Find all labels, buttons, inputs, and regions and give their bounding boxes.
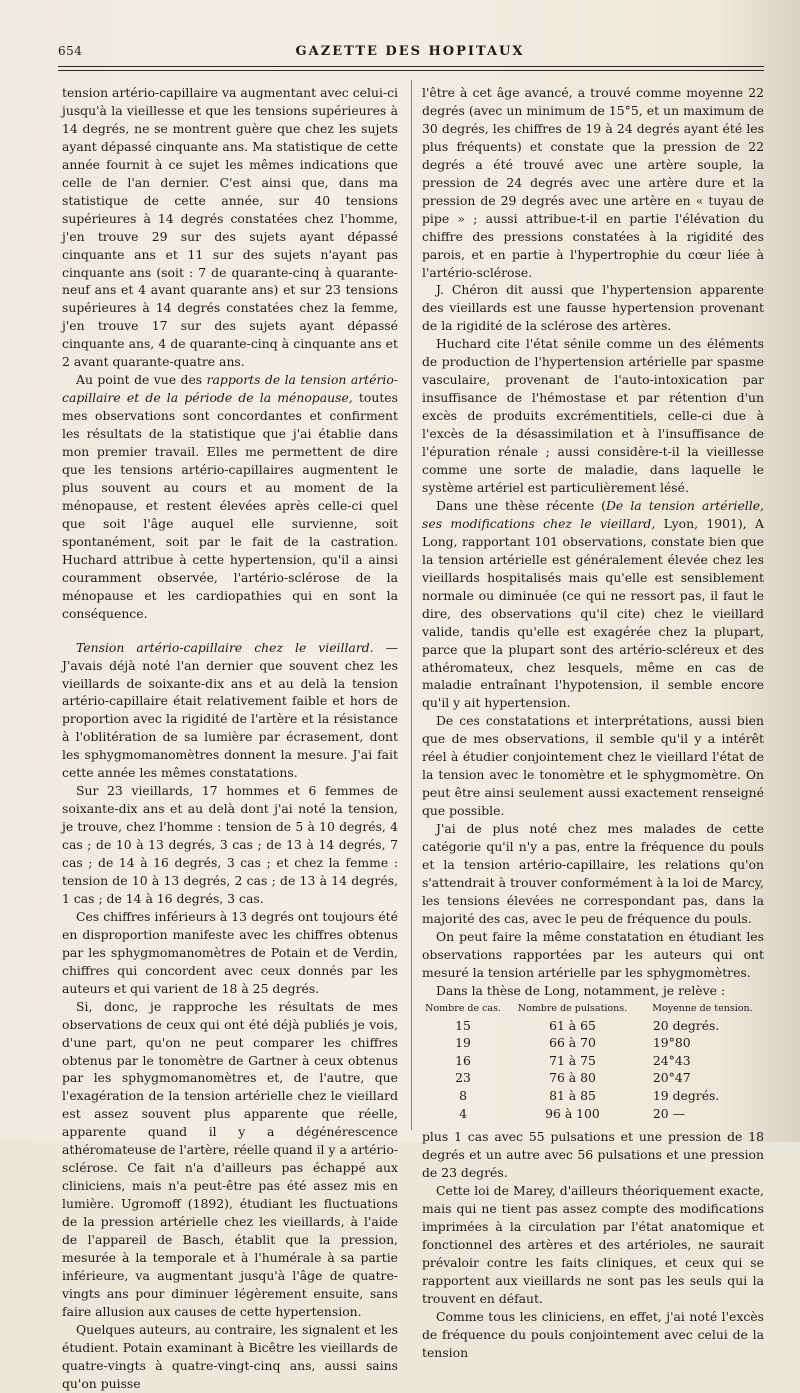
table-cell: 23 <box>455 1070 471 1086</box>
paragraph: De ces constatations et interprétations, aussi bien que de mes observations, il semble qu'il y a intérêt réel à étudier conjointement chez le vieillard l'état de la tension avec le tonomètre et le sphygmomètre. On peut être ainsi seulement aussi exactement renseigné que possible. <box>422 713 764 819</box>
paragraph: plus 1 cas avec 55 pulsations et une pression de 18 degrés et un autre avec 56 pulsations et une pression de 23 degrés. <box>422 1129 764 1181</box>
table-header-row <box>422 1004 764 1017</box>
table-row <box>422 1052 764 1070</box>
paragraph: On peut faire la même constatation en étudiant les observations rapportées par les auteurs qui ont mesuré la tension artérielle par les sphygmomètres. <box>422 928 764 980</box>
column-header: Moyenne de tension. <box>652 1002 753 1014</box>
table-row <box>422 1105 764 1123</box>
right-column <box>422 84 764 1362</box>
paragraph: Au point de vue des rapports de la tension artério-capillaire et de la période de la ménopause, toutes mes observations sont concordantes et confirment les résultats de la statistique que j'ai établie dans mon premier travail. Elles me permettent de dire que les tensions artério-capillaires augmentent le plus souvent au cours et au moment de la ménopause, et restent élevées après celle-ci quel que soit l'âge auquel elle survienne, soit spontanément, soit par le fait de la castration. Huchard attribue à cette hypertension, qu'il a ainsi couramment observée, l'artério-sclérose de la ménopause et les cardiopathies qui en sont la conséquence. <box>62 372 398 621</box>
italic-title: rapports de la tension artério-capillaire et de la période de la ménopause, <box>62 372 398 406</box>
left-column <box>62 84 398 1393</box>
italic-title: De la tension artérielle, ses modifications chez le vieillard, <box>422 497 764 531</box>
table-cell: 20°47 <box>652 1070 691 1086</box>
table-cell: 16 <box>455 1052 471 1068</box>
paragraph: tension artério-capillaire va augmentant avec celui-ci jusqu'à la vieillesse et que les tensions supérieures à 14 degrés, ne se montrent guère que chez les sujets ayant dépassé cinquante ans. Ma statistique de cette année fournit à ce sujet les mêmes indications que celle de l'an dernier. C'est ainsi que, dans ma statistique de cette année, sur 40 tensions supérieures à 14 degrés constatées chez l'homme, j'en trouve 29 sur des sujets ayant dépassé cinquante ans et 11 sur des sujets n'ayant pas cinquante ans (soit : 7 de quarante-cinq à quarante-neuf ans et 4 avant quarante ans) et sur 23 tensions supérieures à 14 degrés constatées chez la femme, j'en trouve 17 sur des sujets ayant dépassé cinquante ans, 4 de quarante-cinq à cinquante ans et 2 avant quarante-quatre ans. <box>62 85 398 370</box>
paragraph: Si, donc, je rapproche les résultats de mes observations de ceux qui ont été déjà publiés je vois, d'une part, qu'on ne peut comparer les chiffres obtenus par le tonomètre de Gartner à ceux obtenus par les sphygmomanomètres et, de l'autre, que l'exagération de la tension artérielle chez le vieillard est assez souvent plus apparente que réelle, apparente quand il y a dégénérescence athéromateuse de l'artère, réelle quand il y a artério-sclérose. Ce fait n'a d'ailleurs pas échappé aux cliniciens, mais n'a peut-être pas été assez mis en lumière. Ugromoff (1892), étudiant les fluctuations de la pression artérielle chez les vieillards, à l'aide de l'appareil de Basch, établit que la pression, mesurée à la temporale et à l'humérale à sa partie inférieure, va augmentant jusqu'à l'âge de quatre-vingts ans pour diminuer légèrement ensuite, sans faire allusion aux causes de cette hypertension. <box>62 998 398 1319</box>
table-cell: 24°43 <box>652 1052 691 1068</box>
column-divider <box>411 80 412 1130</box>
paragraph: Ces chiffres inférieurs à 13 degrés ont toujours été en disproportion manifeste avec les chiffres obtenus par les sphygmomanomètres de Potain et de Verdin, chiffres qui concordent avec ceux donnés par les auteurs et qui varient de 18 à 25 degrés. <box>62 908 398 996</box>
header-rule <box>58 66 764 67</box>
table-row <box>422 1034 764 1052</box>
table-row <box>422 1087 764 1105</box>
header-rule-thin <box>58 70 764 71</box>
paragraph: Sur 23 vieillards, 17 hommes et 6 femmes de soixante-dix ans et au delà dont j'ai noté la tension, je trouve, chez l'homme : tension de 5 à 10 degrés, 4 cas ; de 10 à 13 degrés, 3 cas ; de 13 à 14 degrés, 7 cas ; de 14 à 16 degrés, 3 cas ; et chez la femme : tension de 10 à 13 degrés, 2 cas ; de 13 à 14 degrés, 1 cas ; de 14 à 16 degrés, 3 cas. <box>62 783 398 906</box>
table-cell: 19 degrés. <box>652 1087 720 1103</box>
table-cell: 61 à 65 <box>549 1017 596 1033</box>
journal-title: GAZETTE DES HOPITAUX <box>295 44 525 59</box>
paragraph: Quelques auteurs, au contraire, les signalent et les étudient. Potain examinant à Bicêtre les vieillards de quatre-vingts à quatre-vingt-cinq ans, aussi sains qu'on puisse <box>62 1321 398 1391</box>
table-cell: 96 à 100 <box>545 1105 600 1121</box>
table-cell: 66 à 70 <box>549 1035 596 1051</box>
column-header: Nombre de cas. <box>425 1002 501 1014</box>
table-row <box>422 1017 764 1035</box>
paragraph: Comme tous les cliniciens, en effet, j'ai noté l'excès de fréquence du pouls conjointement avec celui de la tension <box>422 1308 764 1360</box>
table-cell: 19°80 <box>652 1035 691 1051</box>
table-cell: 4 <box>459 1105 467 1121</box>
paragraph: Huchard cite l'état sénile comme un des éléments de production de l'hypertension artérielle par spasme vasculaire, provenant de l'auto-intoxication par insuffisance de l'hémostase et par rétention d'un excès de produits excrémentitiels, celle-ci due à l'excès de la désassimilation et à l'insuffisance de l'épuration rénale ; aussi considère-t-il la vieillesse comme une sorte de maladie, dans laquelle le système artériel est particulièrement lésé. <box>422 336 764 495</box>
pulse-tension-table <box>422 1004 764 1123</box>
column-header: Nombre de pulsations. <box>517 1002 628 1014</box>
table-row <box>422 1069 764 1087</box>
paragraph: l'être à cet âge avancé, a trouvé comme moyenne 22 degrés (avec un minimum de 15°5, et un maximum de 30 degrés, les chiffres de 19 à 24 degrés ayant été les plus fréquents) et constate que la pression de 22 degrés a été trouvé avec une artère souple, la pression de 24 degrés avec une artère dure et la pression de 29 degrés avec une artère en « tuyau de pipe » ; aussi attribue-t-il en partie l'élévation du chiffre des pressions constatées à la rigidité des parois, et en partie à l'hypertrophie du cœur liée à l'artério-sclérose. <box>422 85 764 280</box>
table-cell: 20 degrés. <box>652 1017 720 1033</box>
section-title: Tension artério-capillaire chez le vieillard. <box>76 639 374 655</box>
table-cell: 81 à 85 <box>549 1087 596 1103</box>
paragraph: Dans la thèse de Long, notamment, je relève : <box>436 982 726 998</box>
paragraph: Dans une thèse récente (De la tension artérielle, ses modifications chez le vieillard, Lyon, 1901), A Long, rapportant 101 observations, constate bien que la tension artérielle est généralement élevée chez les vieillards hospitalisés mais qu'elle est sensiblement normale ou diminuée (ce qui ne ressort pas, il faut le dire, des observations qu'il cite) chez le vieillard valide, tandis qu'elle est exagérée chez la plupart, parce que la plupart sont des artério-scléreux et des athéromateux, chez lesquels, même en cas de maladie entraînant l'hypotension, il semble encore qu'il y ait hypertension. <box>422 497 764 711</box>
table-cell: 20 — <box>652 1105 685 1121</box>
table-cell: 19 <box>455 1035 471 1051</box>
table-cell: 71 à 75 <box>549 1052 596 1068</box>
paragraph: J. Chéron dit aussi que l'hypertension apparente des vieillards est une fausse hypertension provenant de la rigidité de la sclérose des artères. <box>422 282 764 334</box>
page-number: 654 <box>58 44 83 58</box>
table-cell: 15 <box>455 1017 471 1033</box>
paragraph: J'ai de plus noté chez mes malades de cette catégorie qu'il n'y a pas, entre la fréquence du pouls et la tension artério-capillaire, les relations qu'on s'attendrait à trouver conformément à la loi de Marcy, les tensions élevées ne correspondant pas, dans la majorité des cas, avec le peu de fréquence du pouls. <box>422 821 764 926</box>
section-paragraph: Tension artério-capillaire chez le vieillard. — J'avais déjà noté l'an dernier que souvent chez les vieillards de soixante-dix ans et au delà la tension artério-capillaire était relativement faible et hors de proportion avec la rigidité de l'artère et la résistance à l'oblitération de sa lumière par écrasement, dont les sphygmomanomètres donnent la mesure. J'ai fait cette année les mêmes constatations. <box>62 639 398 781</box>
table-cell: 76 à 80 <box>549 1070 596 1086</box>
paragraph: Cette loi de Marey, d'ailleurs théoriquement exacte, mais qui ne tient pas assez compte des modifications imprimées à la circulation par l'état anatomique et fonctionnel des artères et des artérioles, ne saurait prévaloir contre les faits cliniques, et ceux qui se rapportent aux vieillards ne sont pas les seuls qui la trouvent en défaut. <box>422 1183 764 1306</box>
page-header <box>58 44 762 66</box>
table-cell: 8 <box>459 1087 467 1103</box>
